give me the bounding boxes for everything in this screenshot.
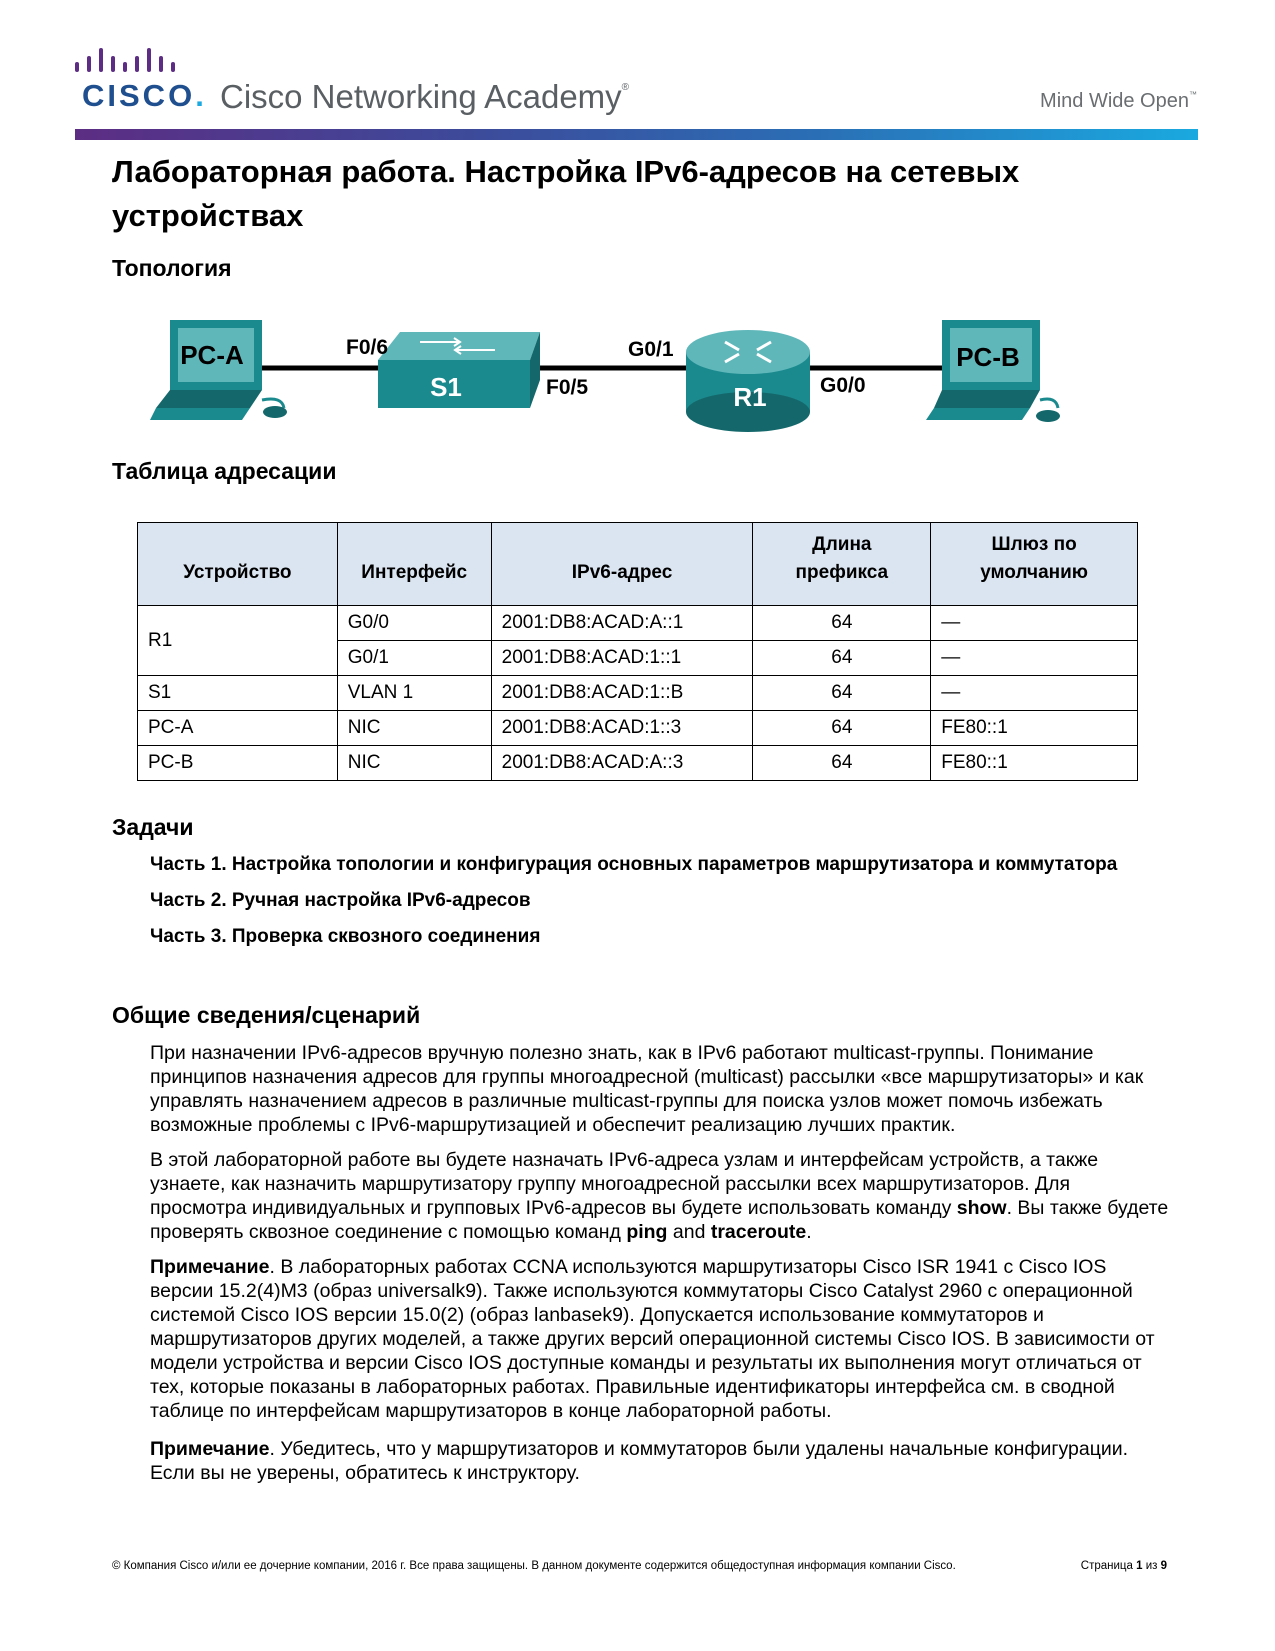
cell-prefix: 64 (753, 711, 931, 746)
topology-diagram (150, 320, 1130, 460)
cell-prefix: 64 (753, 606, 931, 641)
cell-interface: G0/1 (337, 641, 491, 676)
switch-s1-label: S1 (430, 372, 462, 402)
cell-device: R1 (138, 606, 338, 676)
cell-gateway: — (931, 676, 1138, 711)
table-row (138, 676, 1138, 711)
cell-interface: NIC (337, 711, 491, 746)
cell-ipv6: 2001:DB8:ACAD:1::3 (491, 711, 753, 746)
cell-ipv6: 2001:DB8:ACAD:A::1 (491, 606, 753, 641)
background-text (150, 1041, 1170, 1496)
objective-item: Часть 1. Настройка топологии и конфигурация основных параметров маршрутизатора и коммутатора (150, 854, 1118, 875)
col-header-gateway: Шлюз по умолчанию (931, 523, 1138, 606)
table-row (138, 746, 1138, 781)
col-header-prefix: Длина префикса (753, 523, 931, 606)
page-header (0, 0, 1275, 140)
cell-gateway: — (931, 606, 1138, 641)
academy-title: Cisco Networking Academy® (220, 78, 630, 115)
copyright-text: © Компания Cisco и/или ее дочерние компании, 2016 г. Все права защищены. В данном документе содержится общедоступная информация компании Cisco. (112, 1560, 956, 1572)
pc-a-label: PC-A (180, 340, 244, 370)
cell-interface: G0/0 (337, 606, 491, 641)
col-header-ipv6: IPv6-адрес (491, 523, 753, 606)
addressing-table (137, 522, 1138, 781)
cell-gateway: FE80::1 (931, 711, 1138, 746)
section-addressing-heading: Таблица адресации (112, 458, 337, 484)
background-paragraph-2: В этой лабораторной работе вы будете назначать IPv6-адреса узлам и интерфейсам устройств, а также узнаете, как назначить маршрутизатору группу многоадресной рассылки всех маршрутизаторов. Для просмотра индивидуальных и групповых IPv6-адресов вы будете использовать команду show. Вы также будете проверять сквозное соединение с помощью команд ping and traceroute. (150, 1149, 1169, 1243)
cell-interface: NIC (337, 746, 491, 781)
table-row (138, 606, 1138, 641)
cell-gateway: FE80::1 (931, 746, 1138, 781)
cell-prefix: 64 (753, 641, 931, 676)
label-g01: G0/1 (628, 338, 674, 361)
background-paragraph-1: При назначении IPv6-адресов вручную полезно знать, как в IPv6 работают multicast-группы. Понимание принципов назначения адресов для группы многоадресной (multicast) рассылки «все маршрутизаторы» и как управлять назначением адресов в различные multicast-группы для поиска узлов может помочь избежать возможные проблемы с IPv6-маршрутизацией и обеспечит реализацию лучших практик. (150, 1042, 1144, 1136)
label-f05: F0/5 (546, 376, 589, 399)
col-header-device: Устройство (138, 523, 338, 606)
section-topology-heading: Топология (112, 255, 232, 281)
table-row (138, 711, 1138, 746)
objective-item: Часть 2. Ручная настройка IPv6-адресов (150, 890, 531, 911)
cell-interface: VLAN 1 (337, 676, 491, 711)
objective-item: Часть 3. Проверка сквозного соединения (150, 926, 541, 947)
cell-device: S1 (138, 676, 338, 711)
document-title: Лабораторная работа. Настройка IPv6-адресов на сетевых устройствах (112, 154, 1020, 233)
cell-ipv6: 2001:DB8:ACAD:A::3 (491, 746, 753, 781)
cell-device: PC-A (138, 711, 338, 746)
cell-device: PC-B (138, 746, 338, 781)
label-g00: G0/0 (820, 374, 866, 397)
label-f06: F0/6 (346, 336, 389, 359)
cell-ipv6: 2001:DB8:ACAD:1::B (491, 676, 753, 711)
note-paragraph-1: Примечание. В лабораторных работах CCNA используются маршрутизаторы Cisco ISR 1941 с Cisco IOS версии 15.2(4)M3 (образ universalk9). Также используются коммутаторы Cisco Catalyst 2960 с операционной системой Cisco IOS версии 15.0(2) (образ lanbasek9). Допускается использование коммутаторов и маршрутизаторов других моделей, а также других версий операционной системы Cisco IOS. В зависимости от модели устройства и версии Cisco IOS доступные команды и результаты их выполнения могут отличаться от тех, которые показаны в лабораторных работах. Правильные идентификаторы интерфейса см. в сводной таблице по интерфейсам маршрутизаторов в конце лабораторной работы. (150, 1256, 1155, 1422)
col-header-interface: Интерфейс (337, 523, 491, 606)
cell-prefix: 64 (753, 676, 931, 711)
objectives-list (150, 853, 1150, 961)
pc-b-label: PC-B (956, 342, 1020, 372)
section-background-heading: Общие сведения/сценарий (112, 1002, 421, 1028)
cell-gateway: — (931, 641, 1138, 676)
cell-prefix: 64 (753, 746, 931, 781)
page-number: Страница 1 из 9 (1080, 1560, 1167, 1572)
page-footer (112, 1560, 1167, 1572)
tagline: Mind Wide Open™ (1040, 90, 1197, 112)
note-paragraph-2: Примечание. Убедитесь, что у маршрутизаторов и коммутаторов были удалены начальные конфигурации. Если вы не уверены, обратитесь к инструктору. (150, 1438, 1129, 1484)
cisco-logo: CISCO. (82, 78, 204, 113)
cisco-logo-bars-icon (75, 48, 185, 78)
cell-ipv6: 2001:DB8:ACAD:1::1 (491, 641, 753, 676)
router-r1-icon (686, 330, 810, 432)
table-header-row (138, 523, 1138, 606)
header-rule (75, 129, 1198, 140)
section-objectives-heading: Задачи (112, 814, 194, 840)
router-r1-label: R1 (733, 382, 767, 412)
